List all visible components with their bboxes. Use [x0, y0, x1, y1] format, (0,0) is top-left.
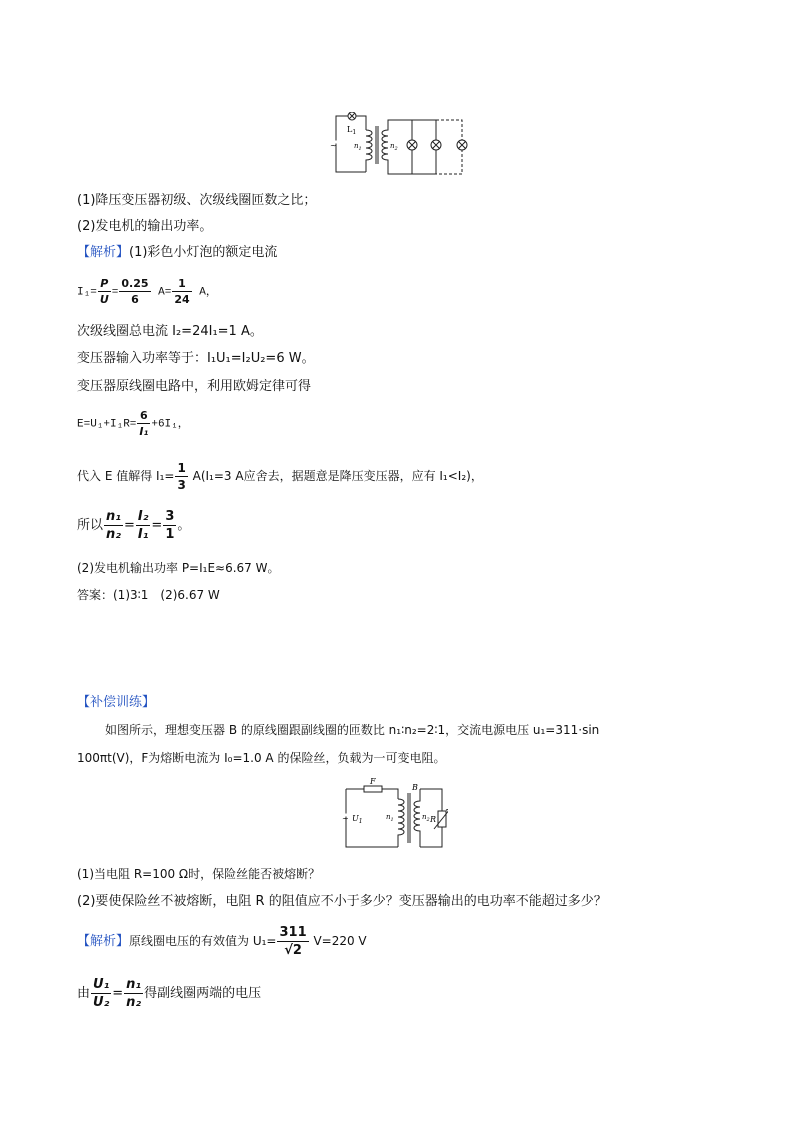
solution-line-5: (2)发电机输出功率 P=I₁E≈6.67 W。 [77, 561, 280, 575]
practice-tag: 【补偿训练】 [77, 695, 156, 710]
practice-para-1: 如图所示，理想变压器 B 的原线圈跟副线圈的匝数比 n₁∶n₂=2∶1，交流电源电压 u₁=311·sin [105, 723, 600, 737]
question-2: (2)发电机的输出功率。 [77, 219, 213, 234]
equation-solve: 代入 E 值解得 I₁= $\frac{1}{3}$ A(I₁=3 A应舍去，据题意是降压变压器，应有 I₁<I₂)， [77, 461, 483, 492]
question-4: (2)要使保险丝不被熔断，电阻 R 的阻值应不小于多少？变压器输出的电功率不能超过多少？ [77, 894, 607, 909]
primary-turns-label: $n_1$ [354, 142, 362, 152]
solution-line-3: 变压器输入功率等于：I₁U₁=I₂U₂=6 W。 [77, 351, 315, 366]
ac-source-symbol: ~ [330, 141, 337, 150]
equation-current: I₁= $\frac{P}{U}$ = $\frac{0.25}{6}$ A= $\frac{1}{24}$ A， [77, 277, 217, 306]
equation-ratio: 所以 $\frac{\text{n₁}}{\text{n₂}}$ = $\frac{\text{I₂}}{\text{I₁}}$ = $\frac{3}{1}$ 。 [77, 509, 191, 542]
solution-intro-text: (1)彩色小灯泡的额定电流 [129, 245, 278, 260]
primary-turns-label-2: $n_1$ [386, 813, 394, 823]
solution-2-tag: 【解析】 [77, 934, 130, 949]
secondary-turns-label: $n_2$ [390, 142, 398, 152]
circuit-diagram-2 [338, 777, 448, 857]
answer-line: 答案：(1)3∶1 (2)6.67 W [77, 588, 220, 602]
solution-line-2: 次级线圈总电流 I₂=24I₁=1 A。 [77, 324, 263, 339]
ac-source-symbol-2: ~ [342, 814, 349, 823]
transformer-label: B [412, 783, 418, 792]
fuse-label: F [370, 777, 376, 786]
equation-ohm: E=U₁+I₁R= $\frac{6}{\text{I₁}}$ +6I₁， [77, 409, 189, 438]
question-3: (1)当电阻 R=100 Ω时，保险丝能否被熔断？ [77, 867, 321, 881]
solution-line-4: 变压器原线圈电路中，利用欧姆定律可得 [77, 379, 312, 394]
practice-para-2: 100πt(V)，F为熔断电流为 I₀=1.0 A 的保险丝，负载为一可变电阻。 [77, 751, 446, 765]
solution-2-voltage: 【解析】原线圈电压的有效值为 U₁= $\frac{311}{√2}$ V=220 V [77, 925, 367, 958]
solution-tag: 【解析】 [77, 245, 130, 260]
resistor-label: R [430, 815, 437, 824]
secondary-turns-label-2: $n_2$ [422, 813, 430, 823]
source-voltage-label: $U_1$ [352, 814, 363, 825]
circuit-diagram-1 [330, 112, 470, 178]
lamp-label: $L_1$ [347, 125, 357, 136]
solution-intro [77, 246, 277, 259]
question-1: (1)降压变压器初级、次级线圈匝数之比； [77, 193, 317, 208]
solution-2-ratio: 由 $\frac{\text{U₁}}{\text{U₂}}$ = $\frac{\text{n₁}}{\text{n₂}}$ 得副线圈两端的电压 [77, 977, 262, 1010]
